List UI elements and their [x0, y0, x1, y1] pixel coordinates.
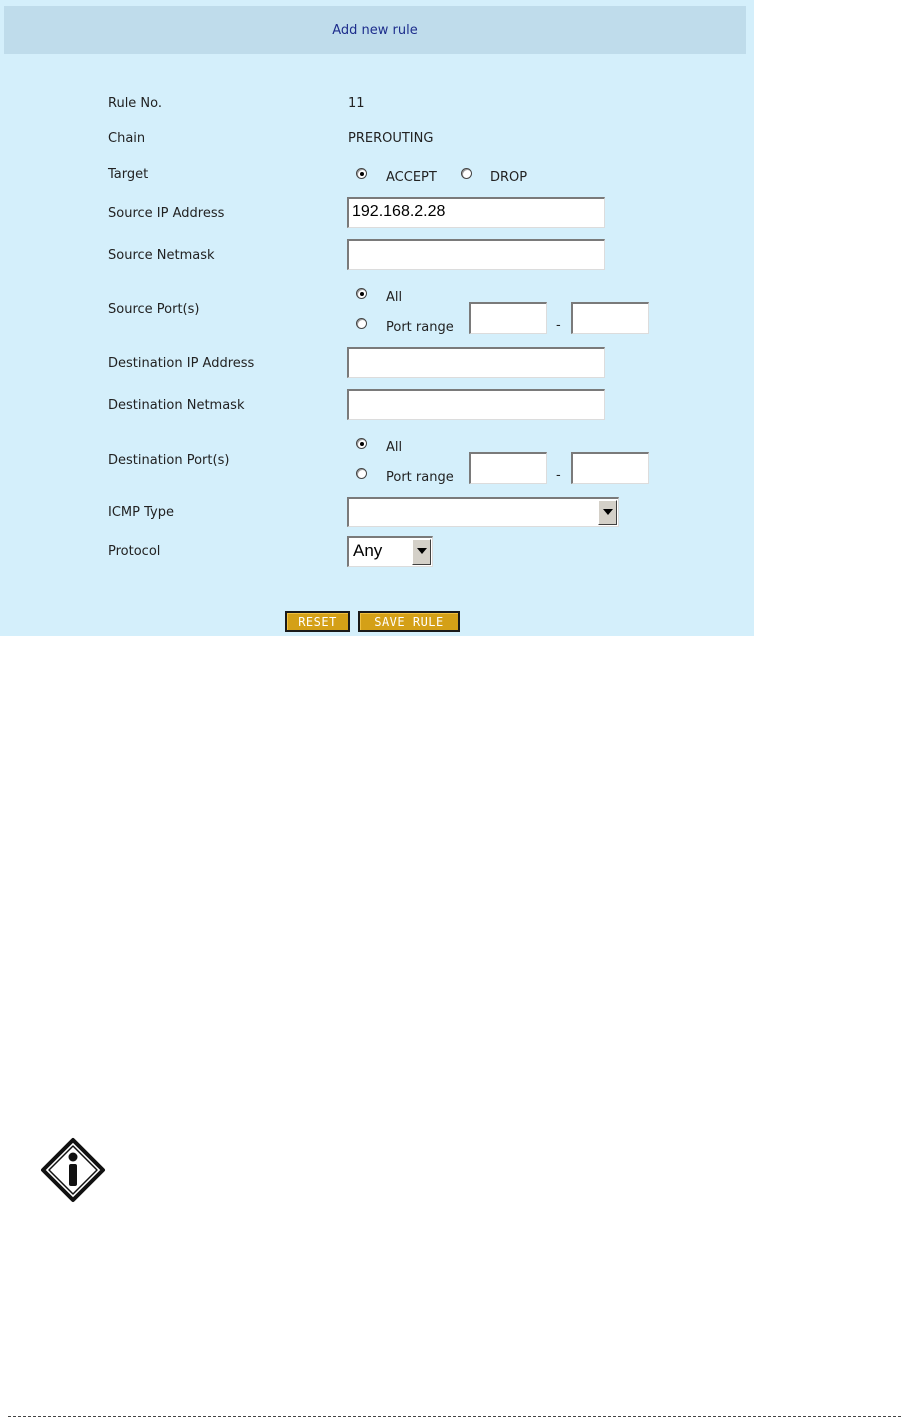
- save-rule-button[interactable]: SAVE RULE: [358, 611, 460, 632]
- dest-ports-all-radio[interactable]: [356, 438, 367, 449]
- dest-ip-label: Destination IP Address: [108, 356, 255, 371]
- dest-ports-range-radio[interactable]: [356, 468, 367, 479]
- target-drop-radio[interactable]: [461, 168, 472, 179]
- source-ip-label: Source IP Address: [108, 206, 225, 221]
- icmp-type-select[interactable]: [347, 497, 619, 527]
- protocol-label: Protocol: [108, 544, 161, 559]
- source-ports-range-label: Port range: [386, 320, 454, 335]
- source-port-range-dash: -: [556, 318, 561, 333]
- dest-ports-label: Destination Port(s): [108, 453, 230, 468]
- rule-no-value: 11: [348, 96, 365, 111]
- dest-port-range-dash: -: [556, 468, 561, 483]
- protocol-value: Any: [353, 541, 383, 560]
- dest-netmask-label: Destination Netmask: [108, 398, 245, 413]
- source-ip-input[interactable]: 192.168.2.28: [347, 197, 605, 228]
- chevron-down-icon[interactable]: [598, 500, 617, 525]
- source-ports-all-label: All: [386, 290, 403, 305]
- dest-port-to-input[interactable]: [571, 452, 649, 484]
- icmp-type-label: ICMP Type: [108, 505, 174, 520]
- source-ports-label: Source Port(s): [108, 302, 200, 317]
- target-accept-label: ACCEPT: [386, 170, 437, 185]
- source-netmask-label: Source Netmask: [108, 248, 215, 263]
- source-port-to-input[interactable]: [571, 302, 649, 334]
- target-accept-radio[interactable]: [356, 168, 367, 179]
- source-port-from-input[interactable]: [469, 302, 547, 334]
- protocol-select[interactable]: [347, 536, 433, 567]
- dest-netmask-input[interactable]: [347, 389, 605, 420]
- dest-ports-range-label: Port range: [386, 470, 454, 485]
- chain-value: PREROUTING: [348, 131, 434, 146]
- dest-ip-input[interactable]: [347, 347, 605, 378]
- add-rule-panel: [0, 0, 754, 636]
- rule-no-label: Rule No.: [108, 96, 163, 111]
- footer-divider: [8, 1416, 901, 1417]
- panel-title: Add new rule: [4, 6, 746, 54]
- target-drop-label: DROP: [490, 170, 528, 185]
- source-ports-range-radio[interactable]: [356, 318, 367, 329]
- info-icon: [40, 1137, 106, 1203]
- source-netmask-input[interactable]: [347, 239, 605, 270]
- chevron-down-icon[interactable]: [412, 539, 431, 565]
- dest-port-from-input[interactable]: [469, 452, 547, 484]
- target-label: Target: [108, 167, 149, 182]
- source-ports-all-radio[interactable]: [356, 288, 367, 299]
- chain-label: Chain: [108, 131, 146, 146]
- dest-ports-all-label: All: [386, 440, 403, 455]
- reset-button[interactable]: RESET: [285, 611, 350, 632]
